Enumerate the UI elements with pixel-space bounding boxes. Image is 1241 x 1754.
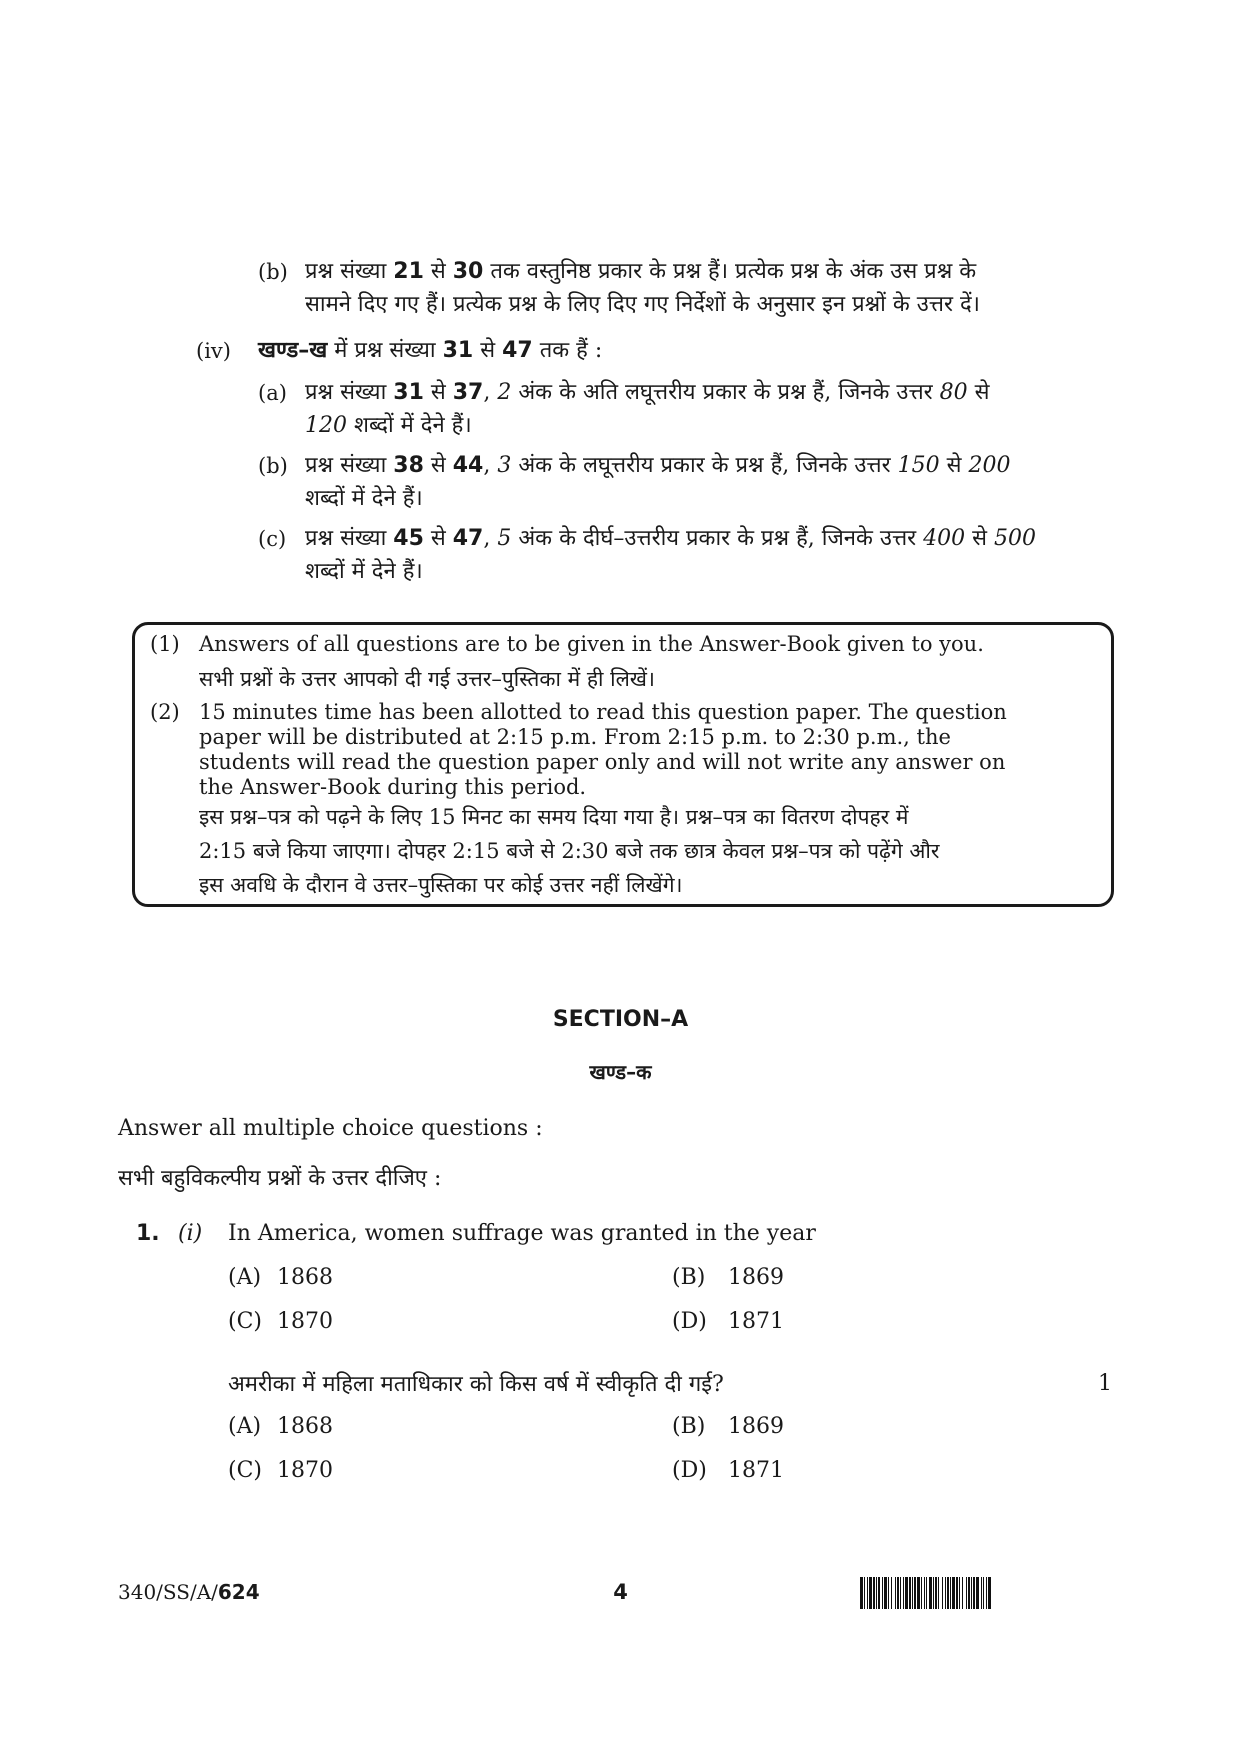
- instruction-iv-c-line1: प्रश्न संख्या 45 से 47, 5 अंक के दीर्घ–उत्तरीय प्रकार के प्रश्न हैं, जिनके उत्तर 400 से 500: [305, 526, 1037, 551]
- notice-2-hi-line1: इस प्रश्न–पत्र को पढ़ने के लिए 15 मिनट का समय दिया गया है। प्रश्न–पत्र का वितरण दोपहर में: [199, 805, 909, 829]
- notice-2-en-line2: paper will be distributed at 2:15 p.m. From 2:15 p.m. to 2:30 p.m., the: [199, 725, 951, 749]
- notice-2-en-line3: students will read the question paper only and will not write any answer on: [199, 750, 1006, 774]
- instruction-label-iv-c: (c): [258, 527, 287, 551]
- notice-1-hi: सभी प्रश्नों के उत्तर आपको दी गई उत्तर–पुस्तिका में ही लिखें।: [199, 667, 655, 691]
- section-intro-en: Answer all multiple choice questions :: [118, 1116, 543, 1141]
- notice-1-en: Answers of all questions are to be given in the Answer-Book given to you.: [199, 632, 984, 656]
- option-b-label-hi: (B): [672, 1414, 706, 1439]
- option-a-label-en: (A): [228, 1265, 262, 1290]
- question-marks: 1: [1098, 1371, 1112, 1396]
- section-title-hi: खण्ड–क: [589, 1060, 652, 1084]
- question-subpart: (i): [178, 1221, 203, 1246]
- question-text-en: In America, women suffrage was granted in the year: [228, 1221, 816, 1246]
- option-d-label-hi: (D): [672, 1458, 707, 1483]
- instruction-label-iv-a: (a): [258, 381, 287, 405]
- instruction-iv-a-line2: 120 शब्दों में देने हैं।: [305, 413, 472, 438]
- notice-label-2: (2): [150, 700, 180, 724]
- notice-2-hi-line2: 2:15 बजे किया जाएगा। दोपहर 2:15 बजे से 2:30 बजे तक छात्र केवल प्रश्न–पत्र को पढ़ेंगे और: [199, 839, 940, 863]
- option-b-value-en: 1869: [728, 1265, 784, 1290]
- option-c-value-hi: 1870: [277, 1458, 333, 1483]
- option-c-label-hi: (C): [228, 1458, 262, 1483]
- option-b-label-en: (B): [672, 1265, 706, 1290]
- page-number: 4: [613, 1580, 628, 1604]
- notice-2-en-line1: 15 minutes time has been allotted to read this question paper. The question: [199, 700, 1007, 724]
- question-number: 1.: [136, 1221, 160, 1246]
- instruction-iv-b-line2: शब्दों में देने हैं।: [305, 486, 423, 511]
- section-intro-hi: सभी बहुविकल्पीय प्रश्नों के उत्तर दीजिए :: [118, 1166, 442, 1191]
- instruction-label-iv-b: (b): [258, 454, 288, 478]
- option-c-label-en: (C): [228, 1309, 262, 1334]
- barcode: [860, 1577, 1116, 1609]
- barcode-bar: [991, 1577, 992, 1609]
- instruction-iv-a-line1: प्रश्न संख्या 31 से 37, 2 अंक के अति लघूत्तरीय प्रकार के प्रश्न हैं, जिनके उत्तर 80 से: [305, 380, 990, 405]
- option-a-label-hi: (A): [228, 1414, 262, 1439]
- instruction-iii-b-line1: प्रश्न संख्या 21 से 30 तक वस्तुनिष्ठ प्रकार के प्रश्न हैं। प्रत्येक प्रश्न के अंक उस प्रश्न के: [305, 259, 977, 284]
- option-d-value-hi: 1871: [728, 1458, 784, 1483]
- instruction-label-iii-b: (b): [258, 260, 288, 284]
- option-d-label-en: (D): [672, 1309, 707, 1334]
- option-a-value-hi: 1868: [277, 1414, 333, 1439]
- paper-code: 340/SS/A/624: [118, 1580, 260, 1604]
- section-title-en: SECTION–A: [552, 1007, 689, 1032]
- instruction-iii-b-line2: सामने दिए गए हैं। प्रत्येक प्रश्न के लिए दिए गए निर्देशों के अनुसार इन प्रश्नों के उत्तर दें।: [305, 292, 981, 317]
- instruction-iv-b-line1: प्रश्न संख्या 38 से 44, 3 अंक के लघूत्तरीय प्रकार के प्रश्न हैं, जिनके उत्तर 150 से 200: [305, 453, 1011, 478]
- option-a-value-en: 1868: [277, 1265, 333, 1290]
- notice-2-en-line4: the Answer-Book during this period.: [199, 775, 587, 799]
- option-c-value-en: 1870: [277, 1309, 333, 1334]
- notice-label-1: (1): [150, 632, 180, 656]
- instruction-iv-c-line2: शब्दों में देने हैं।: [305, 559, 423, 584]
- instruction-label-iv: (iv): [196, 339, 231, 363]
- option-d-value-en: 1871: [728, 1309, 784, 1334]
- instruction-iv-text: खण्ड–ख में प्रश्न संख्या 31 से 47 तक हैं :: [258, 338, 603, 363]
- option-b-value-hi: 1869: [728, 1414, 784, 1439]
- notice-2-hi-line3: इस अवधि के दौरान वे उत्तर–पुस्तिका पर कोई उत्तर नहीं लिखेंगे।: [199, 873, 683, 897]
- question-text-hi: अमरीका में महिला मताधिकार को किस वर्ष में स्वीकृति दी गई?: [228, 1372, 724, 1397]
